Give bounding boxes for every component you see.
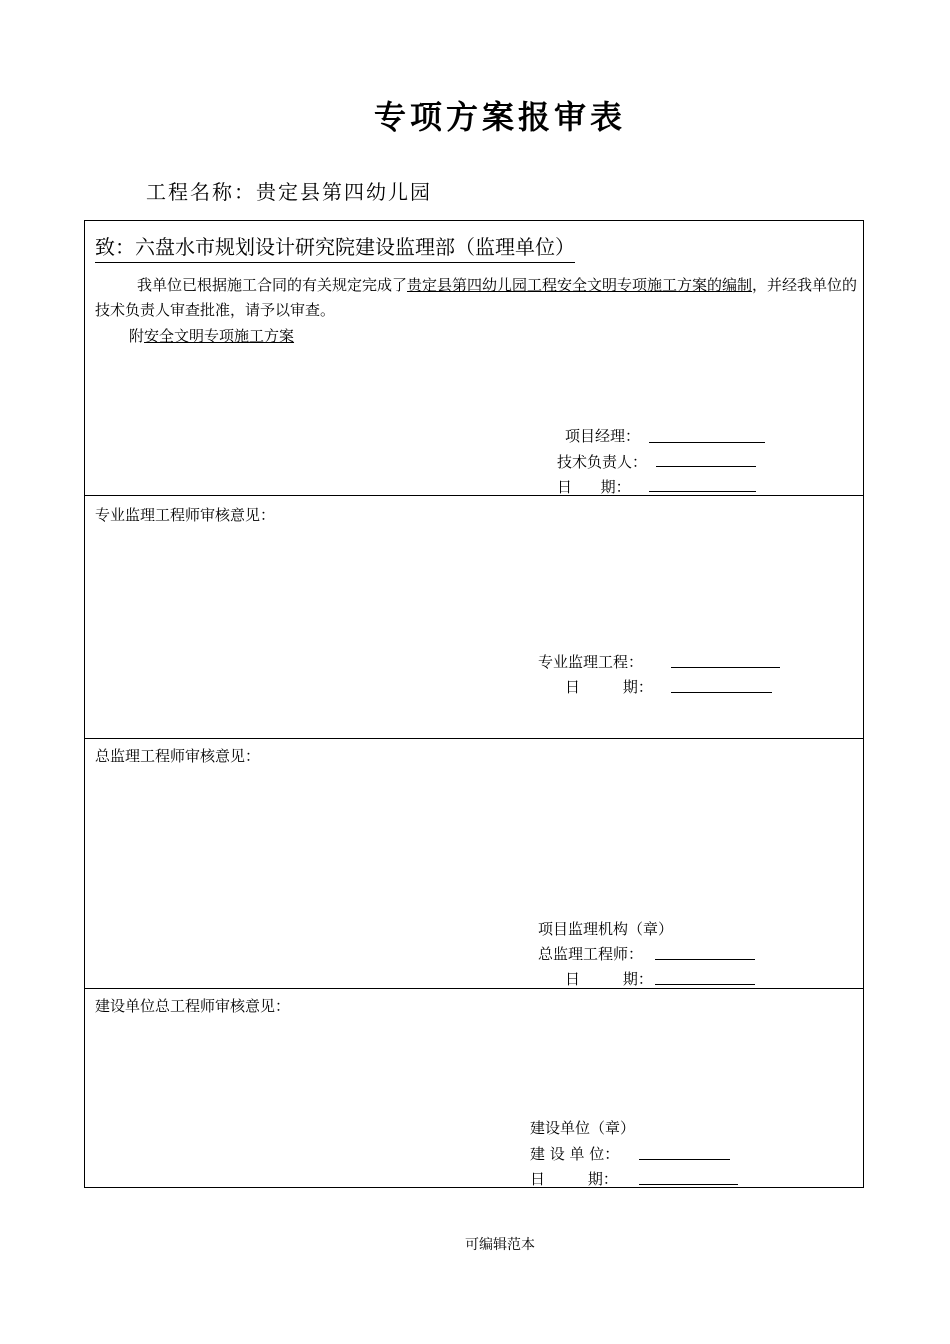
chief-engineer-label: 总监理工程师： — [538, 945, 644, 963]
footer-note: 可编辑范本 — [465, 1237, 535, 1253]
para-text-after: ，并经我单位的技术负责人审查批准，请予以审查。 — [95, 276, 858, 319]
date-label-3: 日 期： — [565, 970, 653, 988]
supervision-org-seal-label: 项目监理机构（章） — [538, 920, 674, 938]
plan-name-underlined: 贵定县第四幼儿园工程安全文明专项施工方案的编制 — [407, 276, 753, 294]
chief-review-heading: 总监理工程师审核意见： — [95, 747, 261, 765]
chief-review-section — [85, 738, 863, 989]
owner-unit-field[interactable] — [639, 1159, 730, 1160]
date-field-1[interactable] — [649, 491, 756, 492]
date-label-2: 日 期： — [565, 678, 653, 696]
date-field-3[interactable] — [655, 984, 755, 985]
owner-unit-seal-label: 建设单位（章） — [530, 1119, 636, 1137]
review-form-table — [84, 220, 864, 1188]
submission-section — [85, 221, 863, 495]
attachment-name: 安全文明专项施工方案 — [144, 327, 295, 345]
date-field-4[interactable] — [639, 1184, 738, 1185]
date-field-2[interactable] — [671, 692, 772, 693]
chief-engineer-field[interactable] — [655, 959, 755, 960]
specialist-engineer-field[interactable] — [671, 667, 780, 668]
attach-prefix: 附 — [129, 327, 145, 345]
specialist-review-heading: 专业监理工程师审核意见： — [95, 506, 276, 524]
date-label-4: 日 期： — [530, 1170, 618, 1188]
submission-paragraph — [95, 273, 861, 323]
specialist-review-section — [85, 495, 863, 739]
form-title: 专项方案报审表 — [373, 98, 626, 136]
para-text-before: 我单位已根据施工合同的有关规定完成了 — [137, 276, 408, 294]
owner-review-section — [85, 988, 863, 1188]
tech-lead-label: 技术负责人： — [557, 453, 648, 471]
attachment-line — [129, 325, 318, 346]
tech-lead-field[interactable] — [656, 466, 756, 467]
addressee-line: 致：六盘水市规划设计研究院建设监理部（监理单位） — [95, 231, 575, 263]
project-name: 工程名称：贵定县第四幼儿园 — [146, 180, 432, 204]
owner-unit-label: 建 设 单 位： — [530, 1145, 620, 1163]
specialist-engineer-label: 专业监理工程： — [538, 653, 644, 671]
date-label-1: 日 期： — [557, 478, 631, 496]
project-manager-field[interactable] — [649, 442, 765, 443]
owner-review-heading: 建设单位总工程师审核意见： — [95, 997, 291, 1015]
project-manager-label: 项目经理： — [565, 427, 641, 445]
